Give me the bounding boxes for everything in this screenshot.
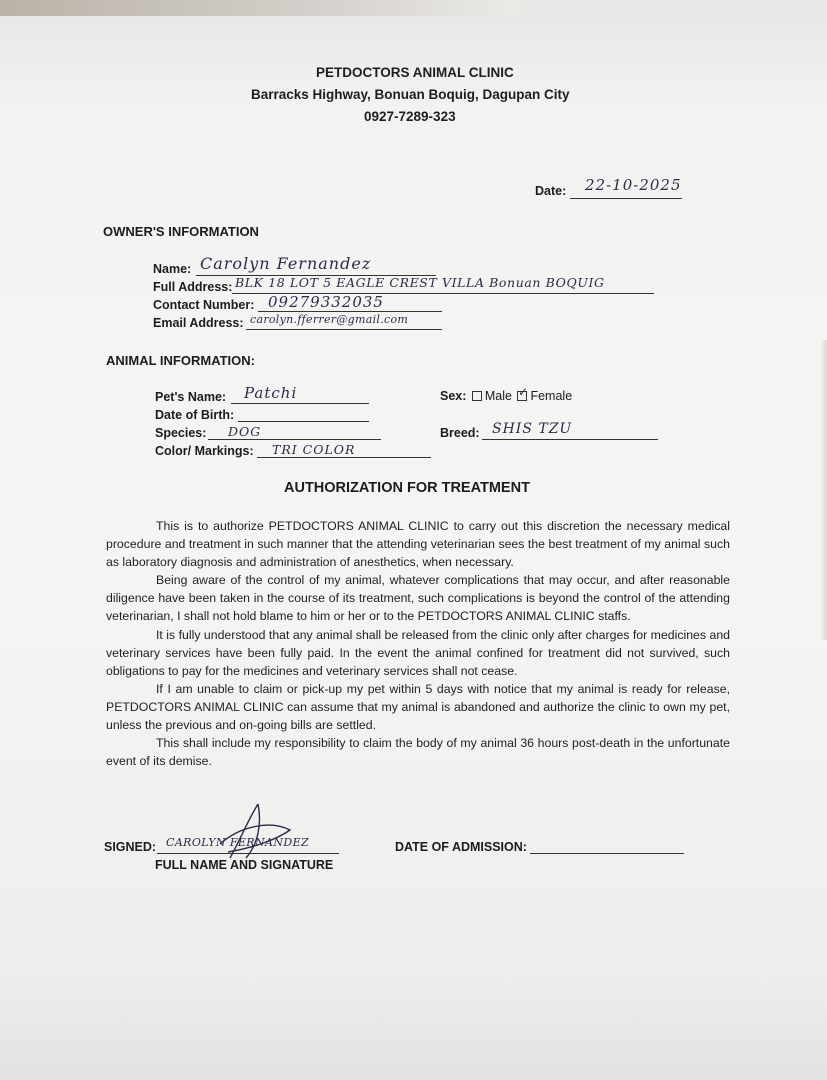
- authorization-paragraph-3: It is fully understood that any animal shall be released from the clinic only after charges for medicines and veterinary services have been fully paid. In the event the animal confined for treatment did not survived, such obligations to pay for the medicines and veterinary services shall not cease.: [106, 627, 730, 678]
- breed-label: Breed:: [440, 426, 480, 440]
- pet-name-label: Pet's Name:: [155, 390, 227, 404]
- pet-name-value: Patchi: [244, 384, 298, 402]
- signature-caption: FULL NAME AND SIGNATURE: [155, 858, 334, 872]
- clinic-name: PETDOCTORS ANIMAL CLINIC: [316, 65, 514, 80]
- date-value: 22-10-2025: [585, 176, 682, 194]
- owner-email-value: carolyn.fferrer@gmail.com: [250, 313, 409, 326]
- pet-name-line: [231, 403, 369, 404]
- authorization-paragraph-2: Being aware of the control of my animal, whatever complications that may occur, and after reasonable diligence have been taken in the course of its treatment, such complications is beyond the control of the attending veterinarian, I shall not hold blame to him or her or to the PETDOCTORS ANIMAL CLINIC staffs.: [106, 573, 730, 624]
- admission-date-line: [530, 853, 684, 854]
- clinic-address: Barracks Highway, Bonuan Boquig, Dagupan City: [251, 87, 570, 102]
- color-label: Color/ Markings:: [155, 444, 254, 458]
- species-label: Species:: [155, 426, 207, 440]
- admission-date-label: DATE OF ADMISSION:: [395, 840, 527, 854]
- date-line: [570, 198, 682, 199]
- authorization-paragraph-5: This shall include my responsibility to claim the body of my animal 36 hours post-death in the unfortunate event of its demise.: [106, 736, 730, 769]
- authorization-title: AUTHORIZATION FOR TREATMENT: [284, 480, 530, 496]
- signed-label: SIGNED:: [104, 840, 157, 854]
- date-label: Date:: [535, 184, 567, 198]
- animal-section-title: ANIMAL INFORMATION:: [106, 353, 255, 368]
- owner-section-title: OWNER'S INFORMATION: [103, 224, 259, 239]
- male-checkbox[interactable]: [472, 391, 482, 401]
- signed-value: CAROLYN FERNANDEZ: [166, 836, 310, 849]
- dob-line: [238, 421, 369, 422]
- female-checkmark-icon: ✓: [518, 385, 529, 399]
- authorization-body: [106, 517, 730, 770]
- sex-label: Sex:: [440, 389, 467, 403]
- owner-contact-label: Contact Number:: [153, 298, 255, 312]
- male-option-label: Male: [484, 389, 512, 403]
- owner-address-label: Full Address:: [153, 280, 233, 294]
- sex-field: [440, 389, 572, 403]
- owner-contact-line: [258, 311, 442, 312]
- breed-value: SHIS TZU: [492, 421, 573, 437]
- clinic-phone: 0927-7289-323: [364, 109, 456, 124]
- owner-email-label: Email Address:: [153, 316, 244, 330]
- authorization-paragraph-1: This is to authorize PETDOCTORS ANIMAL CLINIC to carry out this discretion the necessary medical procedure and treatment in such manner that the attending veterinarian sees the best treatment of my animal such as laboratory diagnosis and administration of anesthetics, when necessary.: [106, 519, 730, 570]
- species-value: DOG: [228, 424, 262, 439]
- dob-label: Date of Birth:: [155, 408, 235, 422]
- breed-line: [482, 439, 658, 440]
- color-value: TRI COLOR: [272, 442, 356, 457]
- signature-flourish-icon: [200, 800, 350, 866]
- owner-name-value: Carolyn Fernandez: [200, 254, 372, 273]
- owner-address-value: BLK 18 LOT 5 EAGLE CREST VILLA Bonuan BOQUIG: [235, 275, 605, 290]
- species-line: [208, 439, 381, 440]
- female-option-label: Female: [530, 389, 573, 403]
- owner-contact-value: 09279332035: [268, 293, 384, 311]
- signature-line: [157, 853, 339, 854]
- authorization-paragraph-4: If I am unable to claim or pick-up my pet within 5 days with notice that my animal is ready for release, PETDOCTORS ANIMAL CLINIC can assume that my animal is abandoned and authorize the clinic to own my pet, unless the previous and on-going bills are settled.: [106, 681, 730, 733]
- color-line: [257, 457, 431, 458]
- paper-right-edge: [821, 340, 827, 640]
- paper-top-shadow: [0, 0, 520, 16]
- owner-email-line: [246, 329, 442, 330]
- owner-name-label: Name:: [153, 262, 192, 276]
